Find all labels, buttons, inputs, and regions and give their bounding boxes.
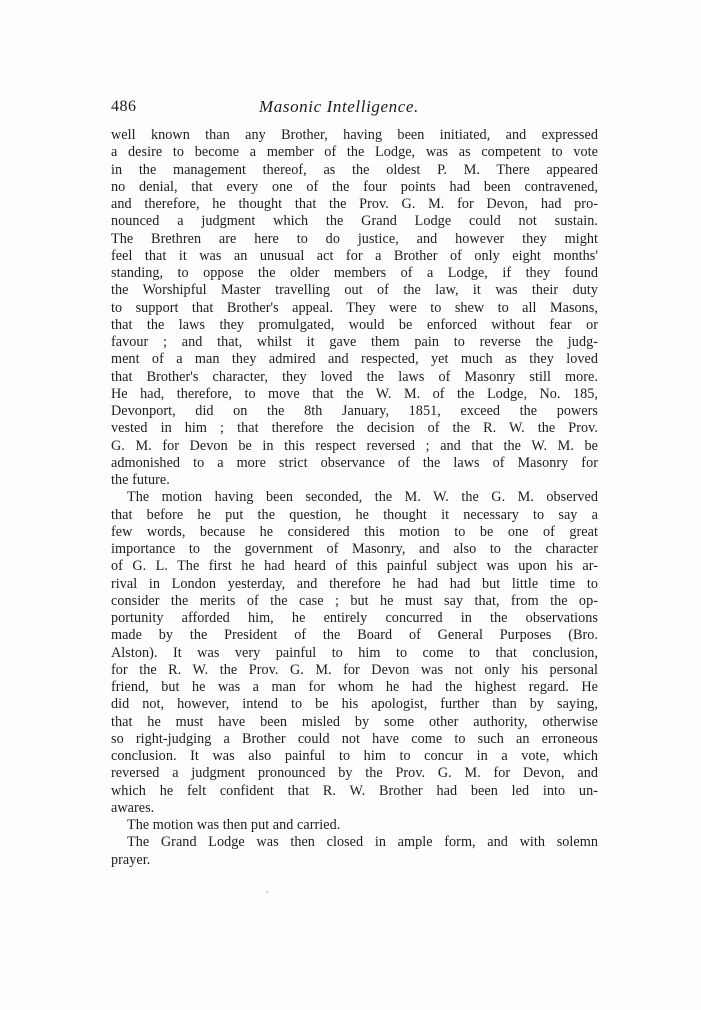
- text-line: He had, therefore, to move that the W. M. of the Lodge, No. 185,: [111, 385, 598, 402]
- text-line: favour ; and that, whilst it gave them pain to reverse the judg-: [111, 334, 598, 350]
- text-line: awares.: [111, 799, 155, 816]
- text-line: ment of a man they admired and respected, yet much as they loved: [111, 351, 598, 368]
- text-line: reversed a judgment pronounced by the Prov. G. M. for Devon, and: [111, 765, 598, 782]
- text-line: The motion having been seconded, the M. W. the G. M. observed: [127, 489, 598, 506]
- body-text: [111, 127, 598, 869]
- ink-speck: [266, 891, 268, 893]
- text-line: nounced a judgment which the Grand Lodge could not sustain.: [111, 213, 598, 230]
- text-line: prayer.: [111, 851, 151, 868]
- page-number: 486: [111, 98, 137, 115]
- text-line: importance to the government of Masonry, and also to the character: [111, 541, 598, 557]
- text-line: Devonport, did on the 8th January, 1851, exceed the powers: [111, 403, 598, 419]
- text-line: the future.: [111, 472, 170, 488]
- text-line: to support that Brother's appeal. They were to shew to all Masons,: [111, 299, 598, 316]
- text-line: feel that it was an unusual act for a Brother of only eight months': [111, 247, 598, 264]
- text-line: so right-judging a Brother could not have come to such an erroneous: [111, 730, 598, 747]
- text-line: consider the merits of the case ; but he must say that, from the op-: [111, 592, 598, 609]
- text-line: The motion was then put and carried.: [127, 817, 341, 833]
- text-line: G. M. for Devon be in this respect reversed ; and that the W. M. be: [111, 437, 598, 454]
- text-line: standing, to oppose the older members of a Lodge, if they found: [111, 265, 598, 281]
- text-line: few words, because he considered this motion to be one of great: [111, 523, 598, 540]
- text-line: that the laws they promulgated, would be enforced without fear or: [111, 316, 598, 333]
- text-line: which he felt confident that R. W. Brother had been led into un-: [111, 782, 598, 799]
- text-line: and therefore, he thought that the Prov. G. M. for Devon, had pro-: [111, 196, 598, 212]
- text-line: friend, but he was a man for whom he had the highest regard. He: [111, 679, 598, 695]
- text-line: did not, however, intend to be his apologist, further than by saying,: [111, 696, 598, 713]
- text-line: a desire to become a member of the Lodge, was as competent to vote: [111, 144, 598, 161]
- text-line: conclusion. It was also painful to him to concur in a vote, which: [111, 748, 598, 764]
- text-line: no denial, that every one of the four points had been contravened,: [111, 178, 598, 195]
- text-line: admonished to a more strict observance of the laws of Masonry for: [111, 454, 598, 471]
- page-header: [111, 98, 598, 124]
- text-line: The Brethren are here to do justice, and however they might: [111, 230, 598, 247]
- text-line: of G. L. The first he had heard of this painful subject was upon his ar-: [111, 558, 598, 575]
- text-line: portunity afforded him, he entirely concurred in the observations: [111, 610, 598, 626]
- text-line: The Grand Lodge was then closed in ample form, and with solemn: [127, 834, 598, 851]
- text-line: well known than any Brother, having been initiated, and expressed: [111, 127, 598, 143]
- text-line: made by the President of the Board of General Purposes (Bro.: [111, 627, 598, 644]
- text-line: rival in London yesterday, and therefore he had had but little time to: [111, 575, 598, 592]
- text-line: in the management thereof, as the oldest P. M. There appeared: [111, 161, 598, 178]
- text-line: that he must have been misled by some other authority, otherwise: [111, 713, 598, 730]
- text-line: that before he put the question, he thought it necessary to say a: [111, 506, 598, 523]
- text-line: vested in him ; that therefore the decision of the R. W. the Prov.: [111, 420, 598, 437]
- text-line: for the R. W. the Prov. G. M. for Devon was not only his personal: [111, 661, 598, 678]
- text-line: the Worshipful Master travelling out of the law, it was their duty: [111, 282, 598, 299]
- running-title: Masonic Intelligence.: [259, 97, 419, 116]
- text-line: that Brother's character, they loved the laws of Masonry still more.: [111, 368, 598, 385]
- text-line: Alston). It was very painful to him to come to that conclusion,: [111, 644, 598, 661]
